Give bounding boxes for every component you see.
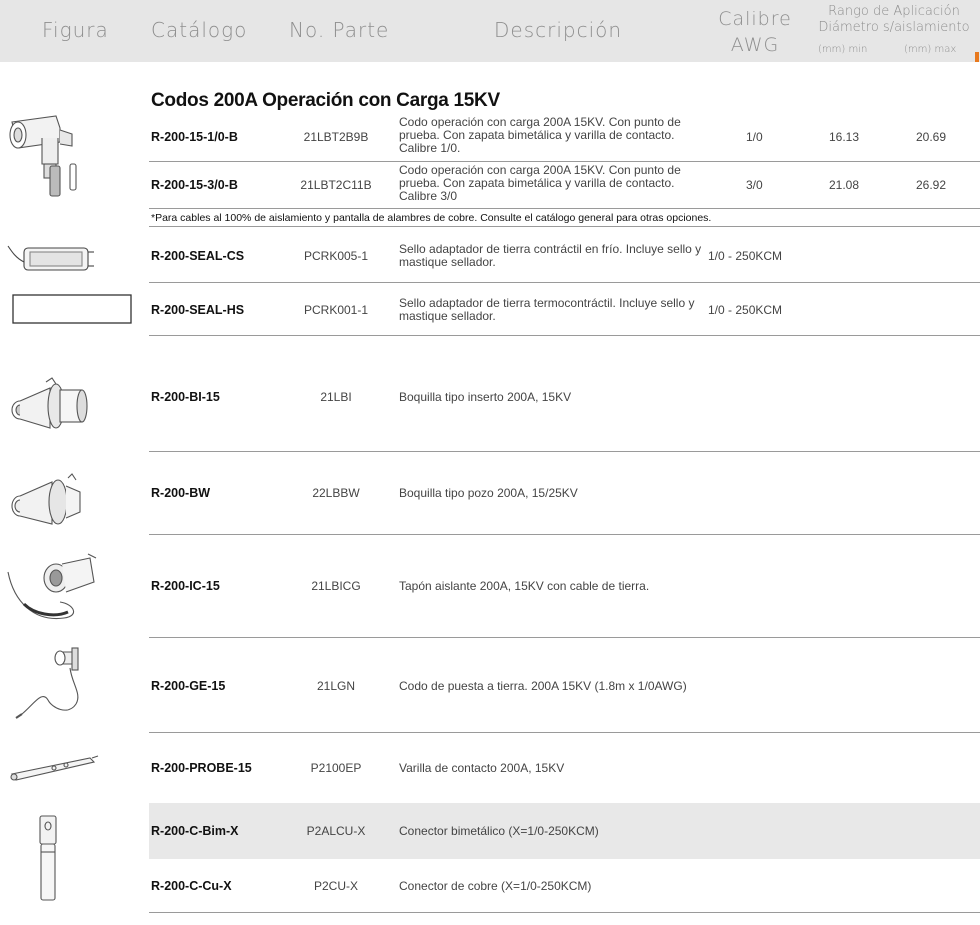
catalog-number: R-200-15-3/0-B [151,178,238,192]
catalog-number: R-200-GE-15 [151,679,226,693]
part-number: P2ALCU-X [306,824,366,838]
catalog-number: R-200-IC-15 [151,579,220,593]
catalog-number: R-200-15-1/0-B [151,130,238,144]
footnote: *Para cables al 100% de aislamiento y pantalla de alambres de cobre. Consulte el catálogo general para otras opciones. [151,212,712,224]
part-number: PCRK001-1 [303,303,369,317]
part-number: 22LBBW [312,486,360,500]
header-rango-line2: Diámetro s/aislamiento [818,20,970,35]
part-number: P2100EP [310,761,362,775]
description: Codo de puesta a tierra. 200A 15KV (1.8m x 1/0AWG) [399,679,687,693]
header-calibre-line2: AWG [730,34,780,56]
header-rango [808,4,980,36]
part-number: P2CU-X [313,879,358,893]
part-number: 21LBT2C11B [300,178,372,192]
row-divider [149,208,980,209]
catalog-number: R-200-C-Bim-X [151,824,239,838]
description: Tapón aislante 200A, 15KV con cable de tierra. [399,579,650,593]
insulated-cap-icon [4,552,104,632]
description: Sello adaptador de tierra termocontráctil. Incluye sello y mastique sellador. [399,296,695,323]
catalog-number: R-200-SEAL-CS [151,249,245,263]
diameter-max: 26.92 [916,178,947,192]
description: Boquilla tipo pozo 200A, 15/25KV [399,486,578,500]
diameter-min: 21.08 [829,178,860,192]
row-divider [149,451,980,452]
header-rango-line1: Rango de Aplicación [828,4,960,19]
calibre: 1/0 [746,130,763,144]
part-number: PCRK005-1 [303,249,369,263]
header-max: (mm) max [904,44,957,55]
row-divider [149,732,980,733]
grounding-elbow-icon [12,644,92,724]
table-header [0,0,980,62]
elbow-connector-icon [6,108,86,200]
heat-shrink-seal-icon [12,294,132,324]
row-divider [149,161,980,162]
catalog-number: R-200-BI-15 [151,390,220,404]
header-calibre [712,6,798,58]
header-no-parte: No. Parte [289,18,390,42]
header-descripcion: Descripción [494,18,623,42]
connector-icon [36,814,60,904]
catalog-number: R-200-BW [151,486,211,500]
catalog-number: R-200-PROBE-15 [151,761,252,775]
description: Varilla de contacto 200A, 15KV [399,761,565,775]
part-number: 21LGN [316,679,356,693]
catalog-number: R-200-C-Cu-X [151,879,232,893]
calibre: 3/0 [746,178,763,192]
header-figura: Figura [42,18,109,42]
description: Boquilla tipo inserto 200A, 15KV [399,390,572,404]
header-min: (mm) min [818,44,868,55]
contact-probe-icon [8,752,100,782]
description: Conector bimetálico (X=1/0-250KCM) [399,824,599,838]
row-divider [149,534,980,535]
description: Codo operación con carga 200A 15KV. Con punto de prueba. Con zapata bimetálica y varilla de contacto. Calibre 1/0. [399,115,681,155]
accent-mark [975,52,979,62]
calibre: 1/0 - 250KCM [708,249,783,263]
row-divider [149,282,980,283]
bushing-insert-icon [6,376,96,432]
description: Conector de cobre (X=1/0-250KCM) [399,879,592,893]
section-title: Codos 200A Operación con Carga 15KV [151,90,500,111]
part-number: 21LBICG [311,579,361,593]
diameter-min: 16.13 [829,130,860,144]
part-number: 21LBI [320,390,352,404]
row-divider [149,335,980,336]
diameter-max: 20.69 [916,130,947,144]
bushing-well-icon [6,472,96,528]
description: Codo operación con carga 200A 15KV. Con punto de prueba. Con zapata bimetálica y varilla de contacto. Calibre 3/0 [399,163,681,203]
row-divider [149,912,980,913]
calibre: 1/0 - 250KCM [708,303,783,317]
part-number: 21LBT2B9B [303,130,369,144]
header-calibre-line1: Calibre [718,8,792,30]
header-catalogo: Catálogo [151,18,248,42]
description: Sello adaptador de tierra contráctil en frío. Incluye sello y mastique sellador. [399,242,702,269]
catalog-number: R-200-SEAL-HS [151,303,245,317]
row-divider [149,226,980,227]
cold-shrink-seal-icon [6,238,96,274]
row-divider [149,637,980,638]
